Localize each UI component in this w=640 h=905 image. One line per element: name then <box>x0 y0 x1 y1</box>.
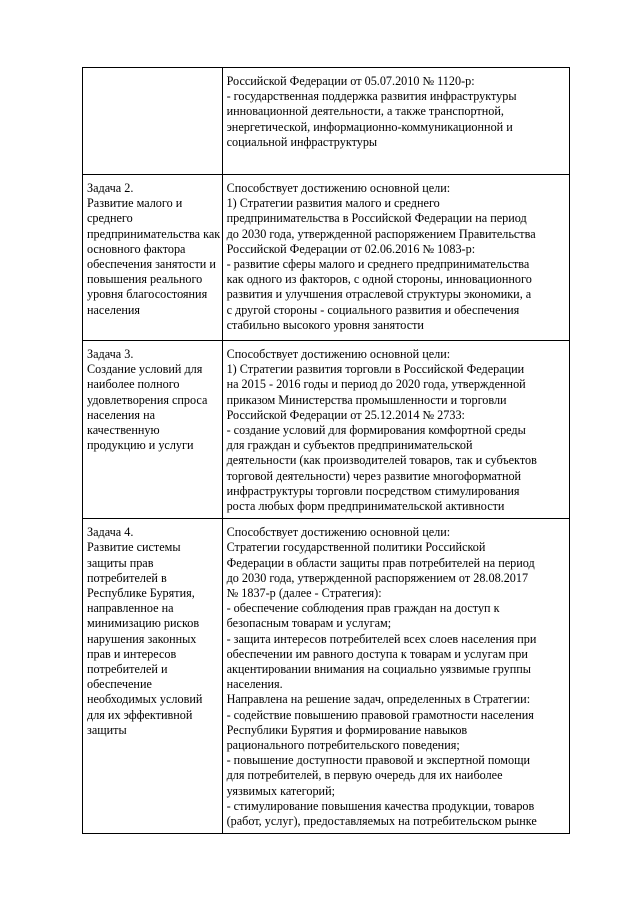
task-text-line: уровня благосостояния <box>87 287 208 302</box>
strategy-text-line: 1) Стратегии развития малого и среднего <box>226 196 440 211</box>
strategy-text-line: - обеспечение соблюдения прав граждан на доступ к <box>226 601 500 616</box>
task-text-line: наиболее полного <box>87 377 180 392</box>
strategy-text-line: Способствует достижению основной цели: <box>226 525 451 540</box>
strategy-text-line: для потребителей, в первую очередь для их наиболее <box>226 768 503 783</box>
task-text-line: потребителей в <box>87 570 167 585</box>
task-text-line: среднего <box>87 211 133 226</box>
strategy-text-line: до 2030 года, утвержденной распоряжением от 28.08.2017 <box>226 570 529 585</box>
task-text-line: повышения реального <box>87 272 203 287</box>
strategy-text-line: роста любых форм предпринимательской активности <box>226 499 505 514</box>
strategy-text-line: - развитие сферы малого и среднего предпринимательства <box>226 257 530 272</box>
strategy-text-line: Республики Бурятия и формирование навыков <box>226 722 468 737</box>
strategy-text-line: приказом Министерства промышленности и торговли <box>226 392 507 407</box>
strategy-text-line: обеспечении им равного доступа к товарам и услугам при <box>226 646 528 661</box>
strategy-text-line: - повышение доступности правовой и экспертной помощи <box>226 753 530 768</box>
strategy-text-line: торговой деятельности) через развитие многоформатной <box>226 468 522 483</box>
task-text-line: населения на <box>87 407 156 422</box>
strategy-cell <box>222 175 569 341</box>
strategy-text-line: № 1837-р (далее - Стратегия): <box>226 586 382 601</box>
task-text-line: минимизацию рисков <box>87 616 200 631</box>
strategy-text-line: населения. <box>226 677 283 692</box>
task-text-line: потребителей и <box>87 662 168 677</box>
task-text-line: нарушения законных <box>87 631 197 646</box>
strategy-text-line: - защита интересов потребителей всех слоев населения при <box>226 631 537 646</box>
table-row <box>83 175 570 341</box>
strategy-text-line: Способствует достижению основной цели: <box>226 181 451 195</box>
strategy-text-line: инфраструктуры торговли посредством стимулирования <box>226 483 520 498</box>
task-text-line: Создание условий для <box>87 362 203 377</box>
strategy-text-line: как одного из факторов, с одной стороны, инновационного <box>226 272 532 287</box>
task-cell <box>83 519 223 834</box>
strategy-text-line: деятельности (как производителей товаров, так и субъектов <box>226 453 537 468</box>
strategy-text-line: для граждан и субъектов предпринимательской <box>226 438 473 453</box>
task-text-line: качественную <box>87 423 160 438</box>
table-row <box>83 341 570 519</box>
strategy-text-line: Способствует достижению основной цели: <box>226 347 451 361</box>
strategy-text-line: уязвимых категорий; <box>226 783 335 798</box>
strategy-text-line: (работ, услуг), предоставляемых на потребительском рынке <box>226 814 537 829</box>
task-text-line: удовлетворения спроса <box>87 392 208 407</box>
task-text-line: для их эффективной <box>87 707 193 722</box>
task-text-line: населения <box>87 302 141 317</box>
task-text-line: обеспечения занятости и <box>87 257 216 272</box>
strategy-text-line: Федерации в области защиты прав потребителей на период <box>226 555 535 570</box>
task-text-line: защиты прав <box>87 555 154 570</box>
strategy-text-line: рационального потребительского поведения; <box>226 738 460 753</box>
task-text-line: необходимых условий <box>87 692 203 707</box>
strategy-text-line: развития и улучшения отраслевой структуры экономики, а <box>226 287 532 302</box>
strategy-cell <box>222 519 569 834</box>
strategy-text-line: безопасным товарам и услугам; <box>226 616 392 631</box>
strategy-text-line: - стимулирование повышения качества продукции, товаров <box>226 798 535 813</box>
task-text-line: Развитие системы <box>87 540 181 555</box>
strategy-cell <box>222 68 569 175</box>
task-text-line: прав и интересов <box>87 646 177 661</box>
strategy-text-line: Российской Федерации от 05.07.2010 № 1120-р: <box>226 74 475 88</box>
task-text-line: основного фактора <box>87 241 186 256</box>
strategy-text-line: 1) Стратегии развития торговли в Российской Федерации <box>226 362 525 377</box>
task-text-line: Развитие малого и <box>87 196 183 211</box>
strategy-text-line: стабильно высокого уровня занятости <box>226 317 424 332</box>
task-text-line: направленное на <box>87 601 174 616</box>
strategy-text-line: - содействие повышению правовой грамотности населения <box>226 707 534 722</box>
strategy-text-line: - создание условий для формирования комфортной среды <box>226 423 526 438</box>
strategy-cell <box>222 341 569 519</box>
task-cell <box>83 68 223 175</box>
task-text-line: Задача 4. <box>87 525 134 540</box>
strategy-text-line: на 2015 - 2016 годы и период до 2020 года, утвержденной <box>226 377 526 392</box>
task-text-line: Задача 3. <box>87 347 134 361</box>
strategy-text-line: предпринимательства в Российской Федерации на период <box>226 211 527 226</box>
strategy-text-line: Российской Федерации от 25.12.2014 № 2733: <box>226 407 465 422</box>
strategy-text-line: инновационной деятельности, а также транспортной, <box>226 104 504 119</box>
table-row <box>83 68 570 175</box>
strategy-text-line: социальной инфраструктуры <box>226 134 378 149</box>
task-text-line: предпринимательства как <box>87 226 221 241</box>
strategy-text-line: акцентировании внимания на социально уязвимые группы <box>226 662 531 677</box>
task-text-line: защиты <box>87 722 127 737</box>
strategy-text-line: Российской Федерации от 02.06.2016 № 1083-р: <box>226 241 476 256</box>
table-body <box>83 68 570 834</box>
strategy-text-line: Стратегии государственной политики Российской <box>226 540 486 555</box>
task-cell <box>83 175 223 341</box>
strategy-text-line: - государственная поддержка развития инфраструктуры <box>226 89 517 104</box>
strategy-text-line: до 2030 года, утвержденной распоряжением Правительства <box>226 226 536 241</box>
task-text-line: обеспечение <box>87 677 152 692</box>
strategy-text-line: энергетической, информационно-коммуникационной и <box>226 119 513 134</box>
goals-tasks-table <box>82 67 570 834</box>
table-row <box>83 519 570 834</box>
task-text-line: продукцию и услуги <box>87 438 194 453</box>
task-cell <box>83 341 223 519</box>
strategy-text-line: с другой стороны - социального развития и обеспечения <box>226 302 520 317</box>
strategy-text-line: Направлена на решение задач, определенных в Стратегии: <box>226 692 531 707</box>
task-text-line: Республике Бурятия, <box>87 586 195 601</box>
task-text-line: Задача 2. <box>87 181 134 195</box>
